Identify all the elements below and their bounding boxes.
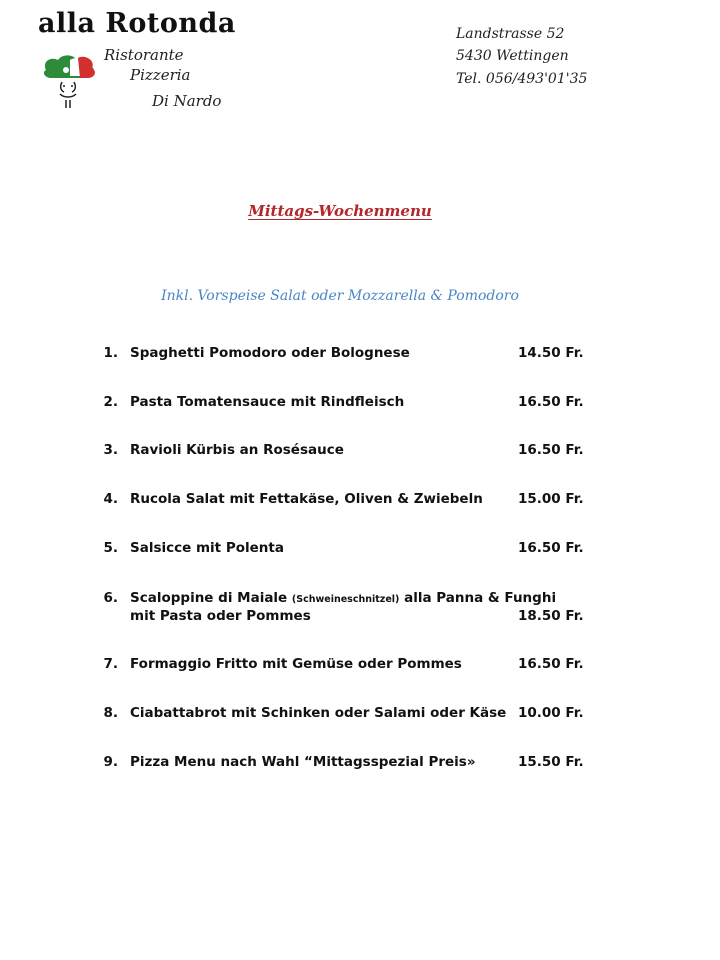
item-name: Pasta Tomatensauce mit Rindfleisch xyxy=(130,394,405,410)
item-name: Salsicce mit Polenta xyxy=(130,540,284,556)
item-number: 6. xyxy=(103,590,118,606)
item-name: Formaggio Fritto mit Gemüse oder Pommes xyxy=(130,656,462,672)
item-name-translation: (Schweineschnitzel) xyxy=(291,594,400,605)
item-price: 16.50 Fr. xyxy=(518,656,584,672)
item-price: 10.00 Fr. xyxy=(518,705,584,721)
item-price: 15.50 Fr. xyxy=(518,754,584,770)
subtitle-pizzeria: Pizzeria xyxy=(130,66,191,84)
item-number: 1. xyxy=(103,345,118,361)
item-name-part: Scaloppine di Maiale xyxy=(130,590,288,606)
item-number: 5. xyxy=(103,540,118,556)
item-price: 18.50 Fr. xyxy=(518,608,584,624)
menu-title: Mittags-Wochenmenu xyxy=(248,202,432,220)
address-phone: Tel. 056/493'01'35 xyxy=(456,71,588,87)
item-name: Ravioli Kürbis an Rosésauce xyxy=(130,442,344,458)
item-name-part: alla Panna & Funghi xyxy=(404,590,557,606)
address-city: 5430 Wettingen xyxy=(456,48,569,64)
item-number: 8. xyxy=(103,705,118,721)
menu-note: Inkl. Vorspeise Salat oder Mozzarella & Pomodoro xyxy=(161,288,519,304)
address-street: Landstrasse 52 xyxy=(456,26,565,42)
item-price: 16.50 Fr. xyxy=(518,540,584,556)
brand-name: alla Rotonda xyxy=(38,8,236,39)
item-number: 3. xyxy=(103,442,118,458)
subtitle-owner: Di Nardo xyxy=(152,92,222,110)
item-name: Rucola Salat mit Fettakäse, Oliven & Zwiebeln xyxy=(130,491,483,507)
item-price: 16.50 Fr. xyxy=(518,394,584,410)
chef-hat-logo-icon xyxy=(40,52,102,110)
item-name: Ciabattabrot mit Schinken oder Salami oder Käse xyxy=(130,705,507,721)
item-number: 4. xyxy=(103,491,118,507)
item-number: 2. xyxy=(103,394,118,410)
item-name-line2: mit Pasta oder Pommes xyxy=(130,608,311,624)
item-price: 14.50 Fr. xyxy=(518,345,584,361)
item-name: Pizza Menu nach Wahl “Mittagsspezial Preis» xyxy=(130,754,476,770)
item-number: 9. xyxy=(103,754,118,770)
item-name-line1 xyxy=(130,590,557,606)
item-price: 15.00 Fr. xyxy=(518,491,584,507)
subtitle-ristorante: Ristorante xyxy=(104,46,184,64)
item-name: Spaghetti Pomodoro oder Bolognese xyxy=(130,345,410,361)
item-number: 7. xyxy=(103,656,118,672)
item-price: 16.50 Fr. xyxy=(518,442,584,458)
